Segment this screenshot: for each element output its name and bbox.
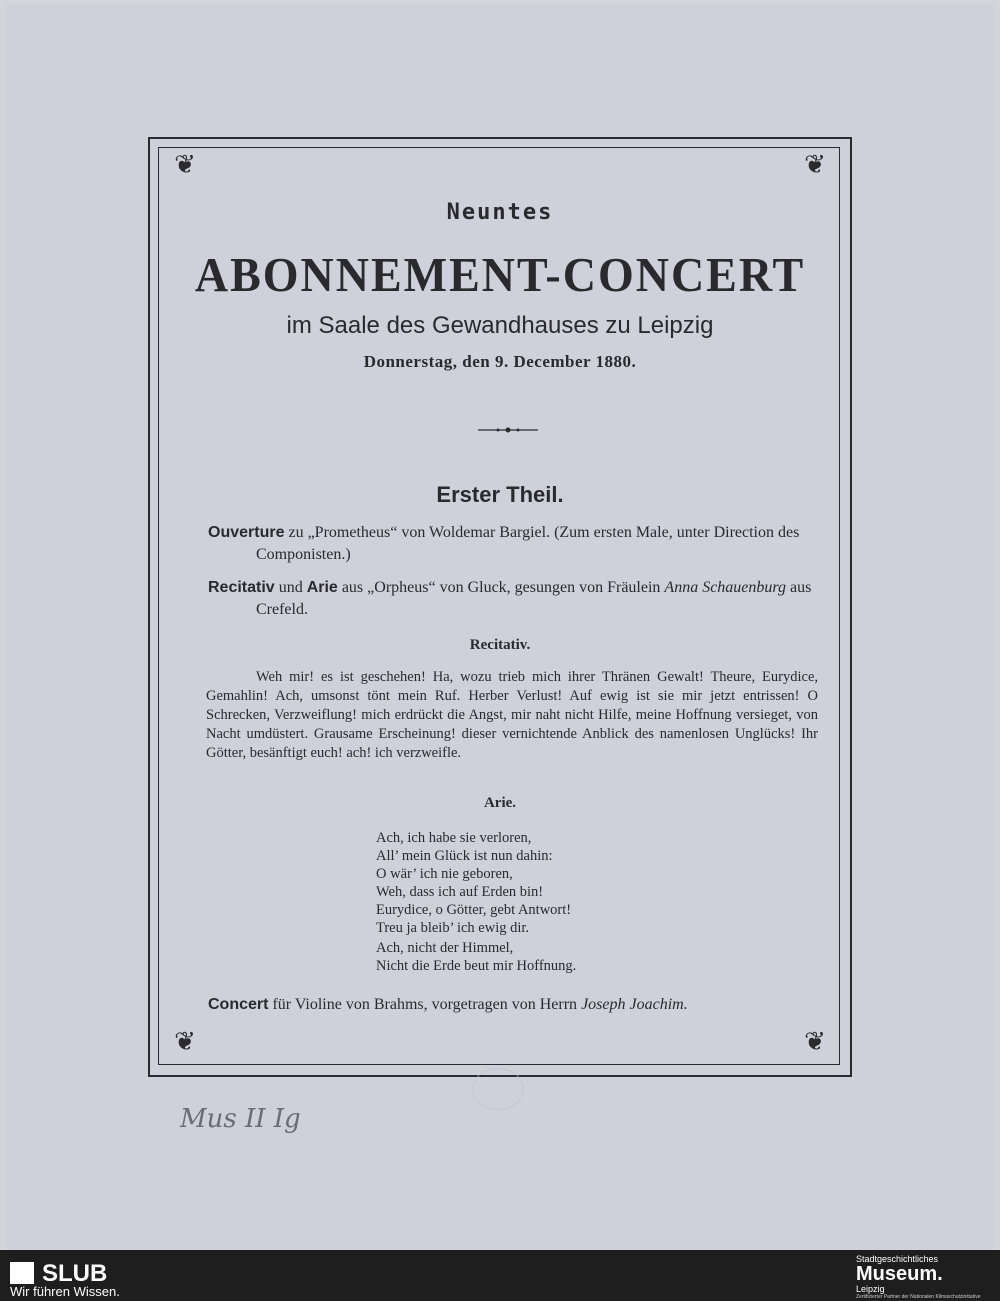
concert-title: ABONNEMENT-CONCERT <box>194 247 806 302</box>
slub-mark-icon <box>10 1262 34 1284</box>
museum-line-3: Leipzig <box>856 1284 885 1294</box>
corner-ornament-top-left-icon: ❦ <box>174 150 196 180</box>
item-label: Recitativ <box>208 579 275 596</box>
verse-line: All’ mein Glück ist nun dahin: <box>376 848 553 864</box>
verse-line: Treu ja bleib’ ich ewig dir. <box>376 920 530 936</box>
verse-line: Eurydice, o Götter, gebt Antwort! <box>376 902 572 918</box>
concert-date: Donnerstag, den 9. December 1880. <box>363 352 637 371</box>
corner-ornament-bottom-left-icon: ❦ <box>174 1027 196 1057</box>
singer-name: Anna Schauenburg <box>664 579 787 596</box>
item-label: Concert <box>208 996 269 1013</box>
item-text: aus Crefeld. <box>256 579 812 618</box>
item-text: aus „Orpheus“ von Gluck, gesungen von Fräulein <box>337 579 665 596</box>
embossed-stamp-icon <box>472 1068 524 1110</box>
verse-line: Ach, nicht der Himmel, <box>376 940 514 956</box>
verse-line: Ach, ich habe sie verloren, <box>376 830 532 846</box>
concert-ordinal: Neuntes <box>446 200 554 225</box>
verse-line: O wär’ ich nie geboren, <box>376 866 513 882</box>
museum-line-2: Museum. <box>856 1263 943 1285</box>
recitative-text: Weh mir! es ist geschehen! Ha, wozu trieb mich ihrer Thränen Gewalt! Theure, Eurydice, Gemahlin! Ach, umsonst tönt mein Ruf. Herber Verlust! Auf ewig ist sie mir jetzt entrissen! O Schrecken, Verzweiflung! mich erdrückt die Angst, mir naht nicht Hilfe, meine Hoffnung versieget, von Nacht umdüstert. Grausame Erscheinung! dieser vernichtende Anblick des namenlosen Unglücks! Ihr Götter, besänftigt euch! ach! ich verzweifle. <box>206 669 818 761</box>
verse-line: Weh, dass ich auf Erden bin! <box>376 884 544 900</box>
verse-line: Nicht die Erde beut mir Hoffnung. <box>376 958 577 974</box>
corner-ornament-top-right-icon: ❦ <box>804 150 826 180</box>
item-text: zu „Prometheus“ von Woldemar Bargiel. (Zum ersten Male, unter Direction des Componisten.) <box>256 524 800 563</box>
concert-venue: im Saale des Gewandhauses zu Leipzig <box>286 312 714 339</box>
handwritten-shelfmark: Mus II Ig <box>180 1104 301 1134</box>
slub-name: SLUB <box>42 1260 108 1287</box>
part-heading: Erster Theil. <box>436 482 564 507</box>
item-text: für Violine von Brahms, vorgetragen von Herrn <box>268 996 582 1013</box>
museum-line-1: Stadtgeschichtliches <box>856 1254 939 1264</box>
program-item-concerto <box>208 994 828 1016</box>
soloist-name: Joseph Joachim. <box>581 996 688 1013</box>
item-text: und <box>274 579 307 596</box>
aria-stanza-1 <box>376 829 571 937</box>
museum-logo[interactable] <box>856 1254 986 1300</box>
program-item-overture <box>208 522 866 566</box>
item-label: Arie <box>306 579 338 596</box>
corner-ornament-bottom-right-icon: ❦ <box>804 1027 826 1057</box>
recitative-heading: Recitativ. <box>469 637 531 653</box>
aria-stanza-2 <box>376 939 576 975</box>
program-item-recitative-aria <box>208 577 866 621</box>
ornamental-divider-icon <box>478 426 538 434</box>
aria-heading: Arie. <box>483 795 517 811</box>
item-label: Ouverture <box>208 524 285 541</box>
museum-line-4: Zertifizierter Partner der Nationalen Klimaschutzinitiative <box>856 1294 981 1300</box>
viewer-footer-bar <box>0 1250 1000 1301</box>
slub-tagline: Wir führen Wissen. <box>10 1284 120 1299</box>
